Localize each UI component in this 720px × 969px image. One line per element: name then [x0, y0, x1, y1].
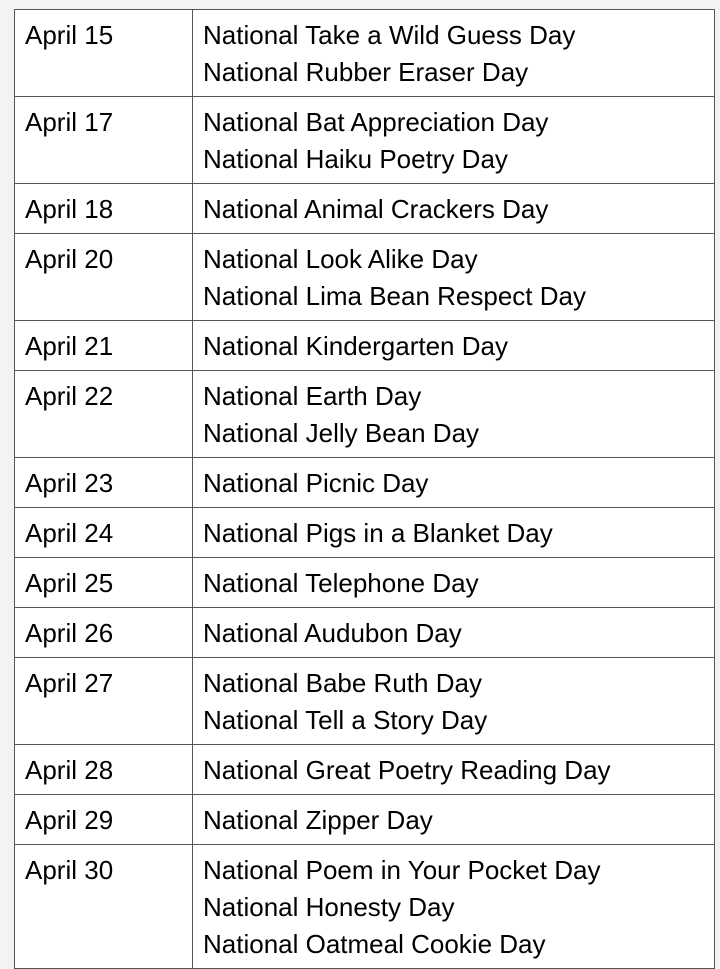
event-name: National Great Poetry Reading Day [203, 755, 611, 785]
event-name: National Rubber Eraser Day [203, 57, 529, 87]
event-name: National Poem in Your Pocket Day [203, 855, 601, 885]
table-row [15, 608, 715, 658]
event-name: National Oatmeal Cookie Day [203, 929, 546, 959]
table-row [15, 745, 715, 795]
date-cell: April 28 [15, 745, 193, 795]
date-cell: April 17 [15, 97, 193, 184]
table-row [15, 508, 715, 558]
events-cell [193, 321, 715, 371]
date-cell: April 25 [15, 558, 193, 608]
table-row [15, 184, 715, 234]
event-name: National Tell a Story Day [203, 705, 488, 735]
events-cell [193, 795, 715, 845]
date-cell: April 30 [15, 845, 193, 969]
event-name: National Telephone Day [203, 568, 479, 598]
date-cell: April 20 [15, 234, 193, 321]
event-name: National Lima Bean Respect Day [203, 281, 586, 311]
events-cell [193, 234, 715, 321]
date-cell: April 22 [15, 371, 193, 458]
event-name: National Honesty Day [203, 892, 455, 922]
table-row [15, 371, 715, 458]
event-name: National Earth Day [203, 381, 422, 411]
table-row [15, 97, 715, 184]
event-name: National Audubon Day [203, 618, 462, 648]
events-cell [193, 458, 715, 508]
event-name: National Haiku Poetry Day [203, 144, 508, 174]
events-cell [193, 845, 715, 969]
table-row [15, 234, 715, 321]
table-row [15, 845, 715, 969]
table-row [15, 795, 715, 845]
national-days-table [14, 9, 715, 969]
event-name: National Picnic Day [203, 468, 429, 498]
table-row [15, 658, 715, 745]
table-row [15, 458, 715, 508]
events-cell [193, 508, 715, 558]
events-cell [193, 558, 715, 608]
events-cell [193, 371, 715, 458]
date-cell: April 26 [15, 608, 193, 658]
events-cell [193, 608, 715, 658]
event-name: National Take a Wild Guess Day [203, 20, 576, 50]
events-cell [193, 10, 715, 97]
date-cell: April 29 [15, 795, 193, 845]
date-cell: April 27 [15, 658, 193, 745]
date-cell: April 21 [15, 321, 193, 371]
date-cell: April 15 [15, 10, 193, 97]
events-cell [193, 745, 715, 795]
table-body [15, 10, 715, 969]
table-row [15, 10, 715, 97]
table-row [15, 321, 715, 371]
event-name: National Kindergarten Day [203, 331, 508, 361]
event-name: National Pigs in a Blanket Day [203, 518, 553, 548]
date-cell: April 24 [15, 508, 193, 558]
event-name: National Look Alike Day [203, 244, 478, 274]
event-name: National Bat Appreciation Day [203, 107, 549, 137]
event-name: National Jelly Bean Day [203, 418, 480, 448]
event-name: National Animal Crackers Day [203, 194, 549, 224]
events-cell [193, 658, 715, 745]
date-cell: April 23 [15, 458, 193, 508]
event-name: National Babe Ruth Day [203, 668, 482, 698]
table-row [15, 558, 715, 608]
date-cell: April 18 [15, 184, 193, 234]
event-name: National Zipper Day [203, 805, 433, 835]
events-cell [193, 97, 715, 184]
events-cell [193, 184, 715, 234]
